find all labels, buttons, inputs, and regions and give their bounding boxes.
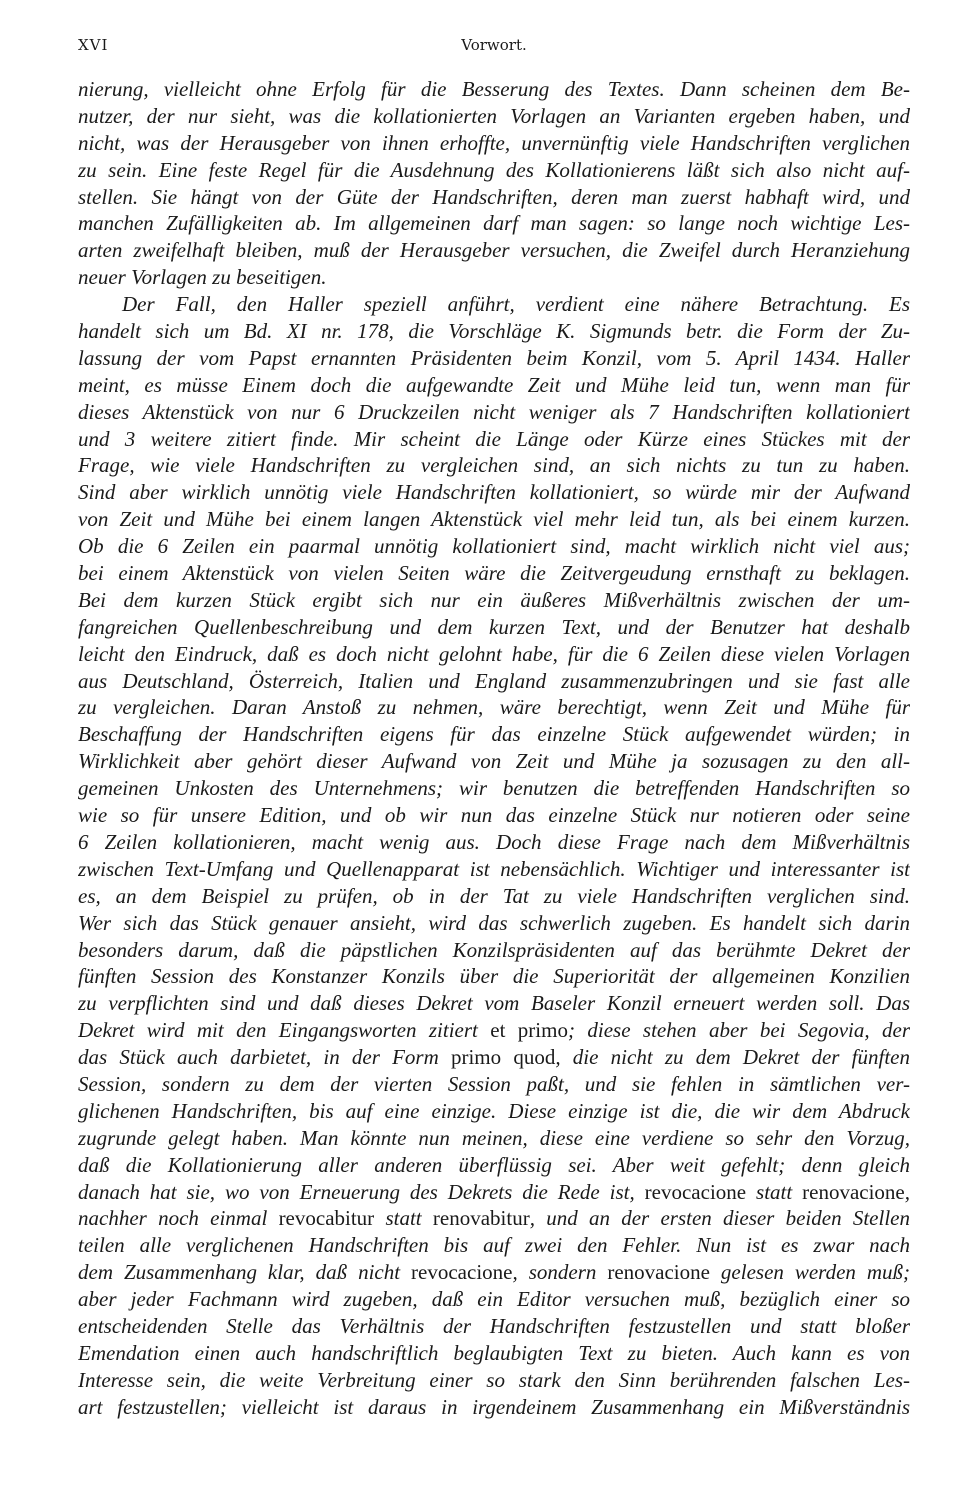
text-segment: art festzustellen; vielleicht ist daraus in irgendeinem Zusammenhang ein Mißverständnis	[78, 1394, 910, 1419]
text-line	[78, 1044, 910, 1071]
text-line	[78, 399, 910, 426]
text-segment: statt	[374, 1206, 433, 1231]
text-segment: dieses Aktenstück von nur 6 Druckzeilen nicht weniger als 7 Handschriften kollationiert	[78, 399, 910, 424]
roman-quote: renovacione	[607, 1260, 710, 1285]
text-segment: Frage, wie viele Handschriften zu vergleichen sind, an sich nichts zu tun zu haben.	[78, 453, 910, 478]
text-segment: 6 Zeilen kollationieren, macht wenig aus. Doch diese Frage nach dem Mißverhältnis	[78, 829, 910, 854]
text-line	[78, 614, 910, 641]
roman-quote: renovacione	[802, 1179, 905, 1204]
text-line	[78, 291, 910, 318]
text-segment: gemeinen Unkosten des Unternehmens; wir benutzen die betreffenden Handschriften so	[78, 776, 910, 801]
text-segment: das Stück auch darbietet, in der Form	[78, 1045, 451, 1070]
text-line	[78, 210, 910, 237]
text-line	[78, 1098, 910, 1125]
text-segment: dem Zusammenhang klar, daß nicht	[78, 1260, 412, 1285]
text-segment: fangreichen Quellenbeschreibung und dem kurzen Text, und der Benutzer hat deshalb	[78, 614, 910, 639]
text-line	[78, 937, 910, 964]
text-line	[78, 1071, 910, 1098]
text-line	[78, 1367, 910, 1394]
text-line	[78, 237, 910, 264]
text-line	[78, 372, 910, 399]
text-line	[78, 345, 910, 372]
roman-quote: revocacione	[644, 1179, 747, 1204]
text-segment: , die nicht zu dem Dekret der fünften	[555, 1045, 910, 1070]
text-line	[78, 426, 910, 453]
text-segment: nierung, vielleicht ohne Erfolg für die Besserung des Textes. Dann scheinen dem Be-	[78, 77, 910, 101]
text-segment: gelesen werden muß;	[709, 1260, 910, 1285]
text-line	[78, 1179, 910, 1206]
text-line	[78, 641, 910, 668]
text-line	[78, 1232, 910, 1259]
text-line	[78, 910, 910, 937]
roman-quote: et primo	[490, 1018, 568, 1043]
text-segment: zu vergleichen. Daran Anstoß zu nehmen, wäre berechtigt, wenn Zeit und Mühe für	[78, 695, 910, 720]
text-line	[78, 76, 910, 103]
text-segment: aus Deutschland, Österreich, Italien und England zusammenzubringen und sie fast alle	[78, 668, 910, 693]
text-segment: Ob die 6 Zeilen ein paarmal unnötig kollationiert sind, macht wirklich nicht viel aus;	[78, 534, 910, 559]
text-line	[78, 721, 910, 748]
text-line	[78, 318, 910, 345]
running-title: Vorwort.	[461, 36, 527, 54]
text-segment: Beschaffung der Handschriften eigens für das einzelne Stück aufgewendet würden; in	[78, 722, 910, 747]
text-segment: manchen Zufälligkeiten ab. Im allgemeinen darf man sagen: so lange noch wichtige Les-	[78, 211, 910, 236]
text-segment: ; diese stehen aber bei Segovia, der	[567, 1018, 910, 1043]
text-line	[78, 1205, 910, 1232]
text-segment: Der Fall, den Haller speziell anführt, verdient eine nähere Betrachtung. Es	[122, 292, 910, 317]
roman-quote: revocacione	[411, 1260, 513, 1285]
text-line	[78, 157, 910, 184]
text-line	[78, 1125, 910, 1152]
roman-quote: primo quod	[450, 1045, 556, 1070]
text-segment: , sondern	[512, 1260, 608, 1285]
text-segment: meint, es müsse Einem doch die aufgewandte Zeit und Mühe leid tun, wenn man für	[78, 372, 910, 397]
text-line	[78, 506, 910, 533]
text-segment: Sind aber wirklich unnötig viele Handschriften kollationiert, so würde mir der Aufwand	[78, 480, 910, 505]
text-segment: nicht, was der Herausgeber von ihnen erhoffte, unvernünftig viele Handschriften verglichen	[78, 130, 910, 155]
text-segment: zu sein. Eine feste Regel für die Ausdehnung des Kollationierens läßt sich also nicht auf-	[78, 157, 910, 182]
text-line	[78, 103, 910, 130]
text-segment: ,	[904, 1179, 910, 1204]
text-line	[78, 560, 910, 587]
text-segment: zwischen Text-Umfang und Quellenapparat ist nebensächlich. Wichtiger und interessanter ist	[78, 856, 910, 881]
text-segment: entscheidenden Stelle das Verhältnis der Handschriften festzustellen und statt bloßer	[78, 1313, 910, 1338]
text-line	[78, 1152, 910, 1179]
text-line	[78, 883, 910, 910]
text-segment: nachher noch einmal	[78, 1206, 279, 1231]
text-line	[78, 264, 910, 291]
text-segment: , und an der ersten dieser beiden Stellen	[529, 1206, 910, 1231]
text-line	[78, 802, 910, 829]
page-number: XVI	[78, 36, 109, 54]
text-segment: handelt sich um Bd. XI nr. 178, die Vorschläge K. Sigmunds betr. die Form der Zu-	[78, 319, 910, 344]
text-line	[78, 1394, 910, 1421]
text-line	[78, 130, 910, 157]
text-segment: Session, sondern zu dem der vierten Session paßt, und sie fehlen in sämtlichen ver-	[78, 1071, 910, 1096]
text-segment: arten zweifelhaft bleiben, muß der Herausgeber versuchen, die Zweifel durch Heranziehung	[78, 238, 910, 263]
text-line	[78, 775, 910, 802]
text-segment: Wirklichkeit aber gehört dieser Aufwand von Zeit und Mühe ja sozusagen zu den all-	[78, 749, 910, 774]
text-segment: aber jeder Fachmann wird zugeben, daß ein Editor versuchen muß, bezüglich einer so	[78, 1287, 910, 1312]
text-line	[78, 1259, 910, 1286]
roman-quote: renovabitur	[432, 1206, 530, 1231]
text-line	[78, 963, 910, 990]
text-line	[78, 452, 910, 479]
text-line	[78, 184, 910, 211]
text-segment: besonders darum, daß die päpstlichen Konzilspräsidenten auf das berühmte Dekret der	[78, 937, 910, 962]
text-segment: es, an dem Beispiel zu prüfen, ob in der Tat zu viele Handschriften verglichen sind.	[78, 883, 910, 908]
text-line	[78, 1017, 910, 1044]
text-line	[78, 479, 910, 506]
text-segment: nutzer, der nur sieht, was die kollationierten Vorlagen an Varianten ergeben haben, und	[78, 103, 910, 128]
text-line	[78, 1340, 910, 1367]
text-segment: bei einem Aktenstück von vielen Seiten wäre die Zeitvergeudung ernsthaft zu beklagen.	[78, 561, 910, 586]
text-segment: glichenen Handschriften, bis auf eine einzige. Diese einzige ist die, die wir dem Abdruck	[78, 1098, 910, 1123]
text-segment: lassung der vom Papst ernannten Präsidenten beim Konzil, vom 5. April 1434. Haller	[78, 345, 910, 370]
text-segment: wie so für unsere Edition, und ob wir nun das einzelne Stück nur notieren oder seine	[78, 803, 910, 828]
text-line	[78, 1313, 910, 1340]
roman-quote: revocabitur	[278, 1206, 375, 1231]
text-line	[78, 587, 910, 614]
text-segment: neuer Vorlagen zu beseitigen.	[78, 265, 327, 290]
text-segment: teilen alle verglichenen Handschriften bis auf zwei den Fehler. Nun ist es zwar nach	[78, 1233, 910, 1258]
text-line	[78, 533, 910, 560]
body-text	[78, 76, 910, 1421]
text-segment: zu verpflichten sind und daß dieses Dekret vom Baseler Konzil erneuert werden soll. Das	[78, 991, 910, 1016]
text-segment: Interesse sein, die weite Verbreitung einer so stark den Sinn berührenden falschen Les-	[78, 1367, 910, 1392]
text-segment: danach hat sie, wo von Erneuerung des Dekrets die Rede ist,	[78, 1179, 645, 1204]
text-line	[78, 1286, 910, 1313]
text-segment: fünften Session des Konstanzer Konzils über die Superiorität der allgemeinen Konzilien	[78, 964, 910, 989]
text-line	[78, 856, 910, 883]
text-segment: leicht den Eindruck, daß es doch nicht gelohnt habe, für die 6 Zeilen diese vielen Vorlagen	[78, 641, 910, 666]
text-line	[78, 829, 910, 856]
text-segment: daß die Kollationierung aller anderen überflüssig sei. Aber weit gefehlt; denn gleich	[78, 1152, 910, 1177]
text-line	[78, 748, 910, 775]
text-segment: Dekret wird mit den Eingangsworten zitiert	[78, 1018, 491, 1043]
text-line	[78, 694, 910, 721]
text-line	[78, 990, 910, 1017]
text-segment: statt	[746, 1179, 803, 1204]
text-segment: Wer sich das Stück genauer ansieht, wird das schwerlich zugeben. Es handelt sich darin	[78, 910, 910, 935]
text-segment: Bei dem kurzen Stück ergibt sich nur ein äußeres Mißverhältnis zwischen der um-	[78, 587, 910, 612]
text-segment: und 3 weitere zitiert finde. Mir scheint die Länge oder Kürze eines Stückes mit der	[78, 426, 910, 451]
running-head	[78, 36, 910, 60]
text-segment: zugrunde gelegt haben. Man könnte nun meinen, diese eine verdiene so sehr den Vorzug,	[78, 1125, 910, 1150]
text-segment: stellen. Sie hängt von der Güte der Handschriften, deren man zuerst habhaft wird, und	[78, 184, 910, 209]
text-line	[78, 668, 910, 695]
text-segment: von Zeit und Mühe bei einem langen Aktenstück viel mehr leid tun, als bei einem kurzen.	[78, 507, 910, 532]
text-segment: Emendation einen auch handschriftlich beglaubigten Text zu bieten. Auch kann es von	[78, 1340, 910, 1365]
